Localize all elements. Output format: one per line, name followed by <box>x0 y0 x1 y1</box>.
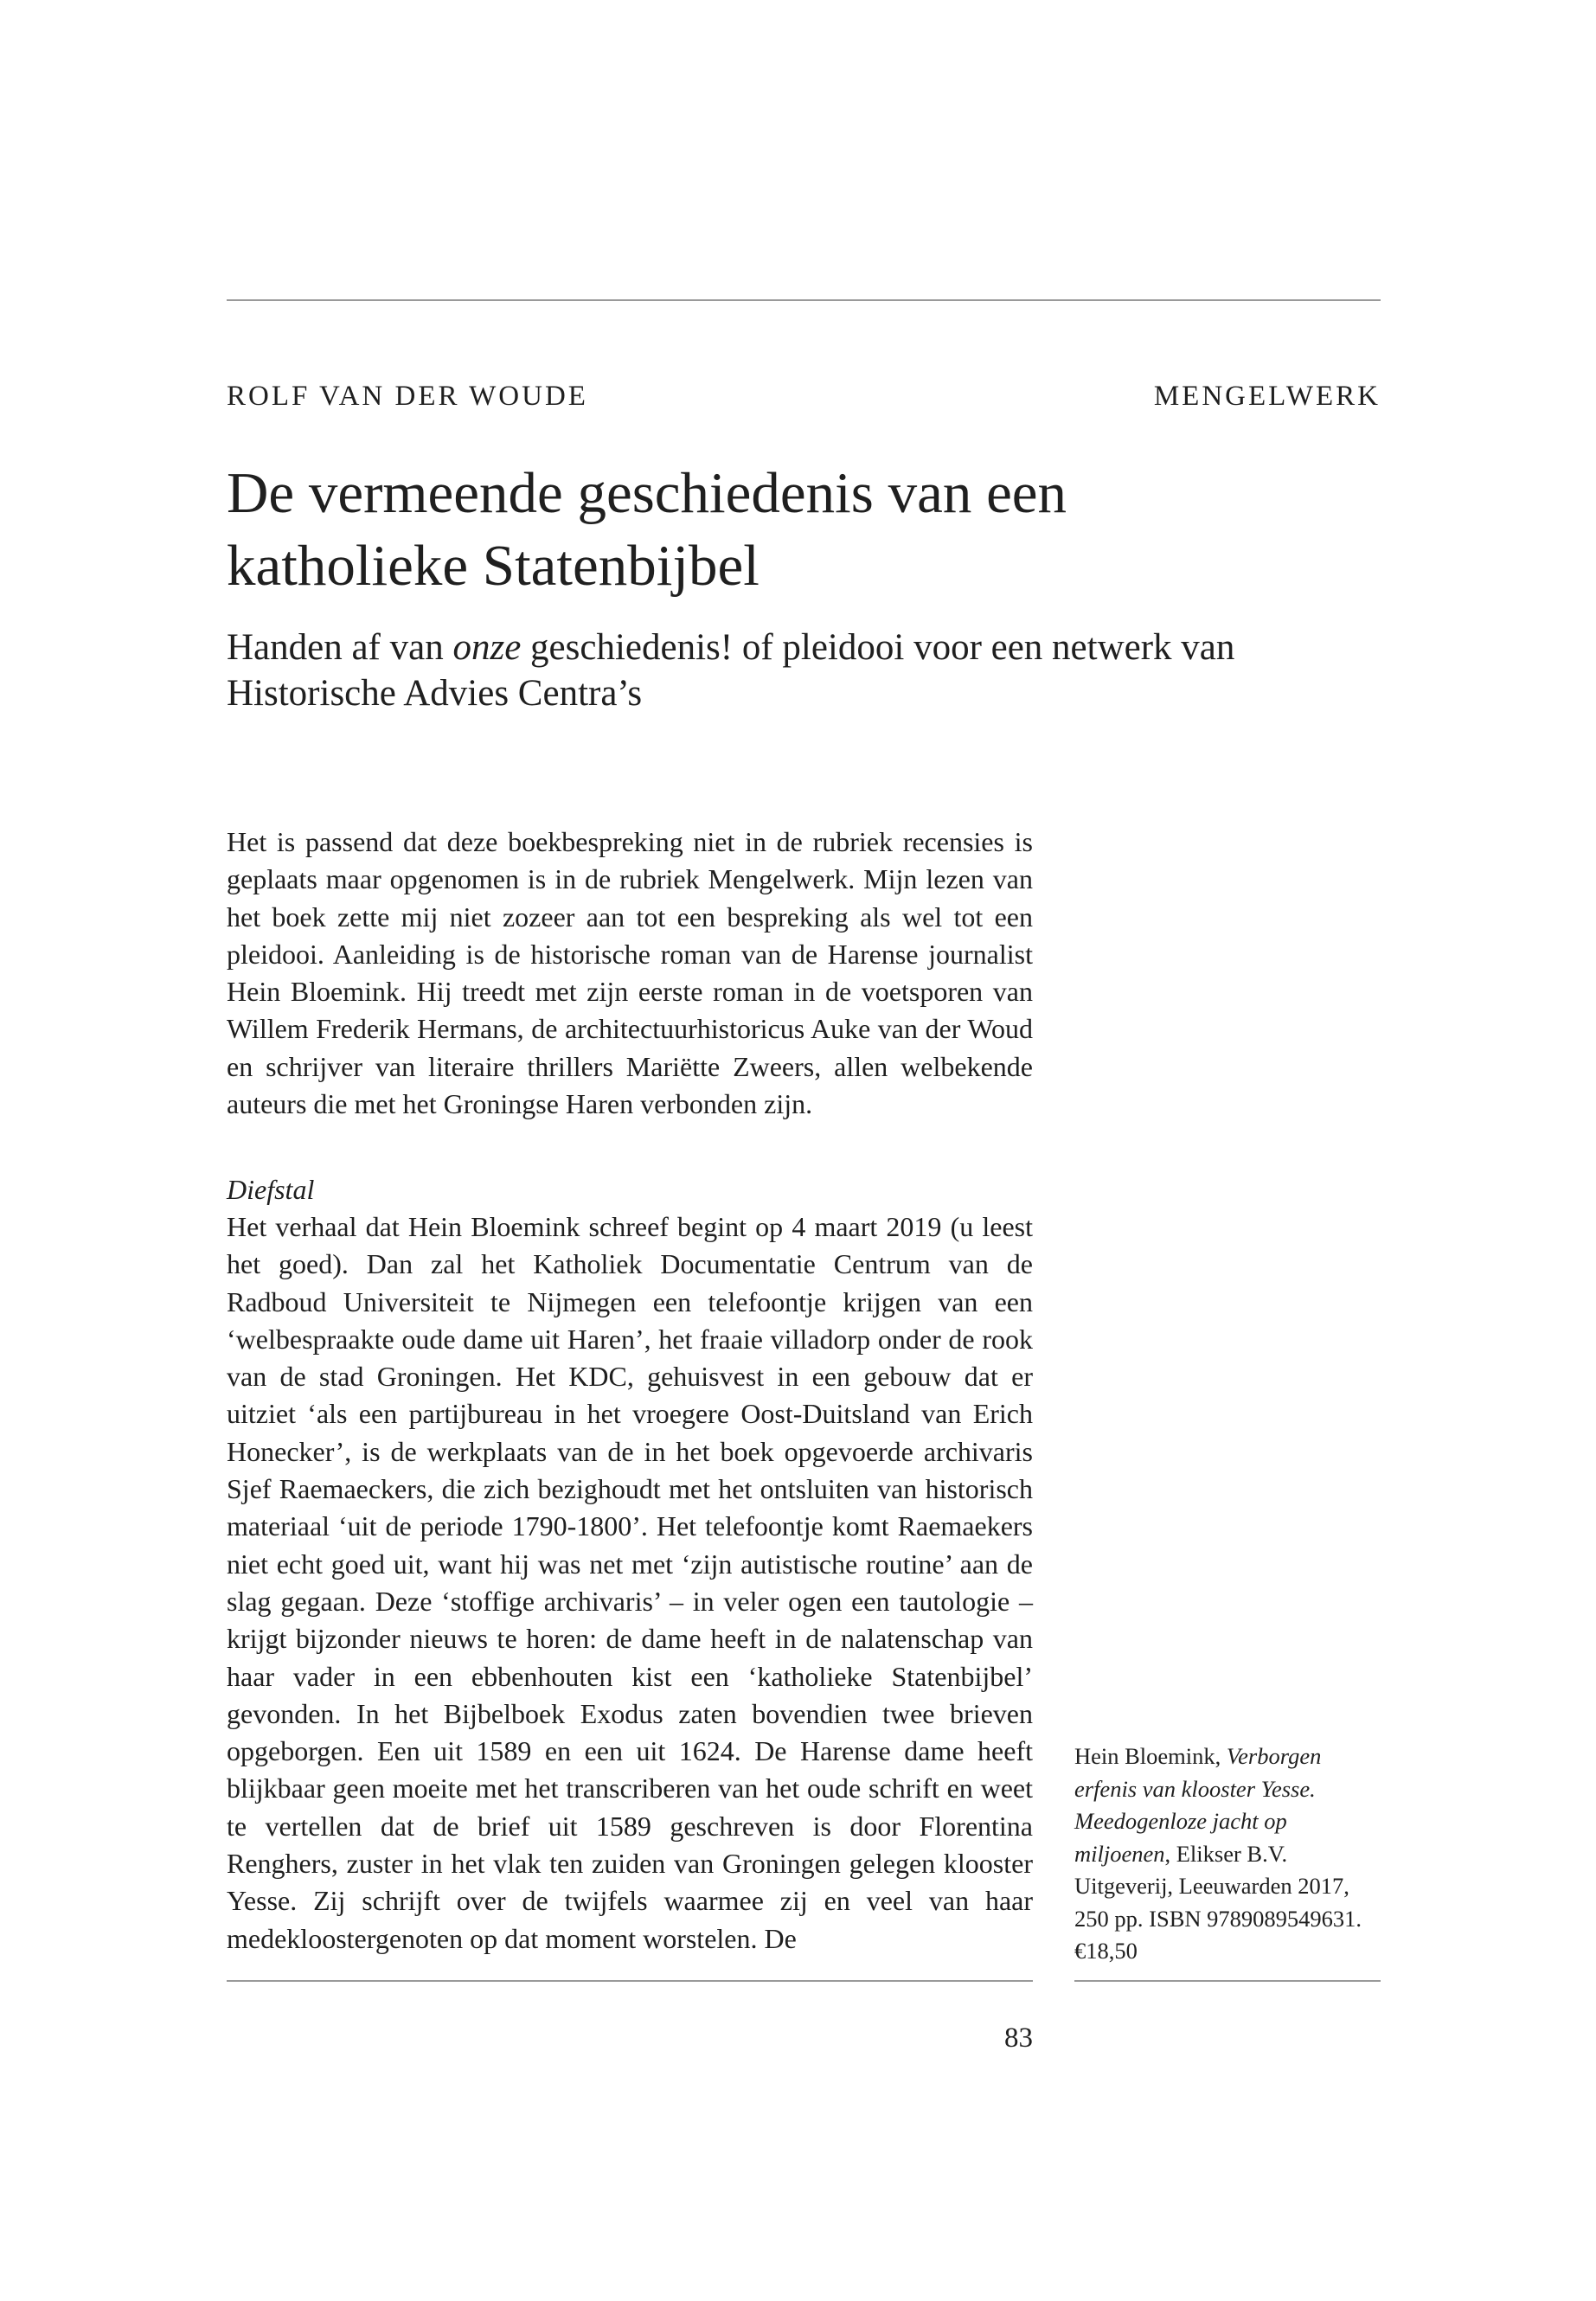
book-reference-sidenote <box>1074 1740 1381 1968</box>
running-head-section: MENGELWERK <box>1153 381 1381 412</box>
body-paragraph: Het verhaal dat Hein Bloemink schreef begint op 4 maart 2019 (u leest het goed). Dan zal het Katholiek Documentatie Centrum van de Radboud Universiteit te Nijmegen een telefoontje krijgen van een ‘welbespraakte oude dame uit Haren’, het fraaie villadorp onder de rook van de stad Groningen. Het KDC, gehuisvest in een gebouw dat er uitziet ‘als een partijbureau in het vroegere Oost-Duitsland van Erich Honecker’, is de werkplaats van de in het boek opgevoerde archivaris Sjef Raemaeckers, die zich bezighoudt met het ontsluiten van historisch materiaal ‘uit de periode 1790-1800’. Het telefoontje komt Raemaekers niet echt goed uit, want hij was net met ‘zijn autistische routine’ aan de slag gegaan. Deze ‘stoffige archivaris’ – in veler ogen een tautologie – krijgt bijzonder nieuws te horen: de dame heeft in de nalatenschap van haar vader in een ebbenhouten kist een ‘katholieke Statenbijbel’ gevonden. In het Bijbelboek Exodus zaten bovendien twee brieven opgeborgen. Een uit 1589 en een uit 1624. De Harense dame heeft blijkbaar geen moeite met het transcriberen van het oude schrift en weet te vertellen dat de brief uit 1589 geschreven is door Florentina Renghers, zuster in het vlak ten zuiden van Groningen gelegen klooster Yesse. Zij schrijft over de twijfels waarmee zij en veel van haar medekloostergenoten op dat moment worstelen. De <box>227 1211 1033 1954</box>
article-title: De vermeende geschiedenis van een katholieke Statenbijbel <box>227 461 1067 598</box>
intro-paragraph: Het is passend dat deze boekbespreking niet in de rubriek recensies is geplaats maar opgenomen is in de rubriek Mengelwerk. Mijn lezen van het boek zette mij niet zozeer aan tot een bespreking als wel tot een pleidooi. Aanleiding is de historische roman van de Harense journalist Hein Bloemink. Hij treedt met zijn eerste roman in de voetsporen van Willem Frederik Hermans, de architectuurhistoricus Auke van der Woud en schrijver van literaire thrillers Mariëtte Zweers, allen welbekende auteurs die met het Groningse Haren verbonden zijn. <box>227 826 1033 1120</box>
running-head-author: ROLF VAN DER WOUDE <box>227 381 588 412</box>
top-rule <box>227 299 1381 301</box>
sidenote-bottom-rule <box>1074 1980 1381 1982</box>
sidenote-author: Hein Bloemink, <box>1074 1743 1227 1769</box>
subtitle-emphasis: onze <box>452 627 522 668</box>
section-heading-diefstal: Diefstal <box>227 1174 315 1205</box>
subtitle-end: geschiedenis! of pleidooi voor een netwerk van Historische Advies Centra’s <box>227 627 1235 714</box>
sidenote-details: , Elikser B.V. Uitgeverij, Leeuwarden 2017, 250 pp. ISBN 9789089549631. €18,50 <box>1074 1840 1362 1964</box>
subtitle-start: Handen af van <box>227 627 453 668</box>
main-column-bottom-rule <box>227 1980 1033 1982</box>
sidenote-book-title: Verborgen erfenis van klooster Yesse. Meedogenloze jacht op miljoenen <box>1074 1743 1322 1867</box>
page-number: 83 <box>1004 2022 1033 2054</box>
article-subtitle <box>227 625 1381 716</box>
